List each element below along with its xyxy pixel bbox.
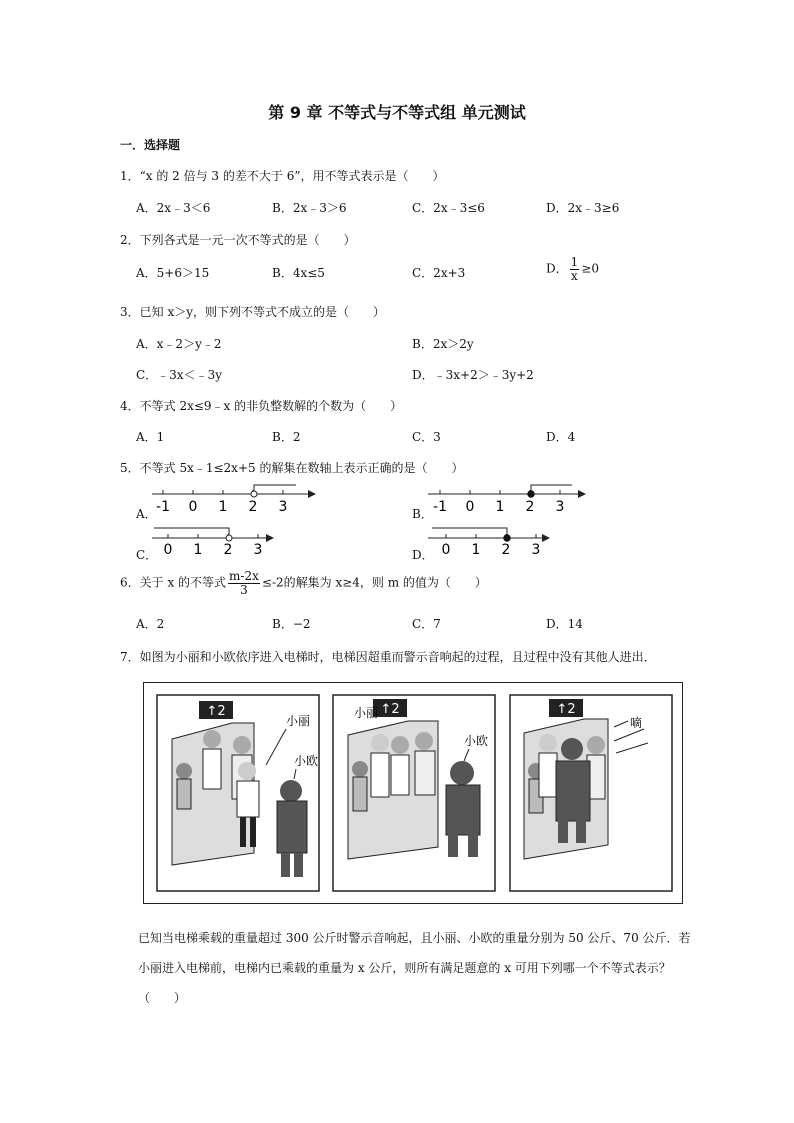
svg-text:小丽: 小丽 [354, 706, 379, 720]
question-4-stem: 4．不等式 2x≤9﹣x 的非负整数解的个数为（ ） [120, 399, 403, 413]
q3-option-b: B．2x＞2y [412, 337, 474, 351]
question-2-stem: 2．下列各式是一元一次不等式的是（ ） [120, 233, 356, 247]
q4-option-a: A．1 [136, 430, 165, 444]
q7-paragraph-line-1: 已知当电梯乘载的重量超过 300 公斤时警示音响起，且小丽、小欧的重量分别为 50 公斤、70 公斤．若 [138, 931, 691, 945]
svg-text:3: 3 [253, 542, 263, 558]
q4-option-b: B．2 [272, 430, 301, 444]
question-1-stem: 1．“x 的 2 倍与 3 的差不大于 6”，用不等式表示是（ ） [120, 169, 445, 183]
q1-option-c: C．2x﹣3≤6 [412, 201, 485, 215]
q7-answer-blank: （ ） [138, 991, 187, 1005]
svg-text:0: 0 [188, 499, 198, 515]
svg-text:2: 2 [501, 542, 511, 558]
question-7-stem: 7．如图为小丽和小欧依序进入电梯时，电梯因超重而警示音响起的过程，且过程中没有其他人进出． [120, 650, 656, 664]
q2-option-d [546, 256, 599, 282]
q5-option-c-numberline [150, 522, 280, 558]
q6-fraction: $\frac{m-2x}{3}$ [229, 569, 259, 597]
q6-option-c: C．7 [412, 617, 441, 631]
q6-stem-mid: ≤-2 [261, 575, 284, 590]
svg-text:小欧: 小欧 [294, 754, 319, 768]
svg-text:1: 1 [471, 542, 481, 558]
svg-text:2: 2 [223, 542, 233, 558]
q2-option-d-tail: ≥0 [581, 261, 599, 276]
q5-option-d-numberline [426, 522, 556, 558]
q5-option-b-label: B． [412, 507, 433, 521]
svg-text:1: 1 [495, 499, 505, 515]
svg-text:3: 3 [531, 542, 541, 558]
q6-stem-pre: 6．关于 x 的不等式 [120, 575, 227, 590]
elevator-comic-illustration [144, 683, 681, 902]
svg-text:0: 0 [441, 542, 451, 558]
svg-text:1: 1 [193, 542, 203, 558]
q1-option-b: B．2x﹣3＞6 [272, 201, 347, 215]
svg-text:小丽: 小丽 [286, 714, 311, 728]
svg-text:↑2: ↑2 [380, 702, 400, 717]
section-heading: 一．选择题 [120, 138, 181, 152]
q4-option-c: C．3 [412, 430, 441, 444]
q4-option-d: D．4 [546, 430, 576, 444]
q5-option-b-numberline [426, 480, 596, 516]
q5-option-c-label: C． [136, 548, 158, 562]
svg-text:0: 0 [465, 499, 475, 515]
question-3-stem: 3．已知 x＞y，则下列不等式不成立的是（ ） [120, 305, 385, 319]
q5-option-a-numberline [150, 480, 320, 516]
svg-text:1: 1 [218, 499, 228, 515]
svg-text:3: 3 [555, 499, 565, 515]
q2-option-c: C．2x+3 [412, 266, 466, 280]
svg-text:↑2: ↑2 [556, 702, 576, 717]
svg-text:-1: -1 [156, 499, 170, 515]
q7-paragraph-line-2: 小丽进入电梯前，电梯内已乘载的重量为 x 公斤，则所有满足题意的 x 可用下列哪一个不等式表示？ [138, 961, 671, 975]
comic-panel-1 [157, 695, 319, 891]
q6-option-d: D．14 [546, 617, 583, 631]
svg-text:2: 2 [248, 499, 258, 515]
question-5-stem: 5．不等式 5x﹣1≤2x+5 的解集在数轴上表示正确的是（ ） [120, 461, 464, 475]
svg-text:-1: -1 [433, 499, 447, 515]
svg-text:嘀: 嘀 [630, 716, 643, 730]
svg-text:3: 3 [278, 499, 288, 515]
q5-option-d-label: D． [412, 548, 434, 562]
comic-panel-3 [510, 695, 672, 891]
q1-option-a: A．2x﹣3＜6 [136, 201, 211, 215]
svg-text:↑2: ↑2 [206, 704, 226, 719]
q2-option-a: A．5+6＞15 [136, 266, 210, 280]
q3-option-a: A．x﹣2＞y﹣2 [136, 337, 222, 351]
q6-option-b: B．−2 [272, 617, 311, 631]
q6-option-a: A．2 [136, 617, 165, 631]
page-title: 第 9 章 不等式与不等式组 单元测试 [268, 103, 526, 122]
q3-option-d: D．﹣3x+2＞﹣3y+2 [412, 368, 534, 382]
q2-option-d-label: D． [546, 261, 568, 276]
svg-text:小欧: 小欧 [464, 734, 489, 748]
svg-text:0: 0 [163, 542, 173, 558]
svg-text:2: 2 [525, 499, 535, 515]
q5-option-a-label: A． [136, 507, 157, 521]
q1-option-d: D．2x﹣3≥6 [546, 201, 620, 215]
q6-stem-post: 的解集为 x≥4，则 m 的值为（ ） [283, 575, 487, 590]
q2-option-b: B．4x≤5 [272, 266, 325, 280]
elevator-comic [143, 682, 683, 904]
q3-option-c: C．﹣3x＜﹣3y [136, 368, 222, 382]
question-6-stem [120, 570, 487, 596]
comic-panel-2 [333, 695, 495, 891]
q2-option-d-fraction: $\frac{1}{x}$ [570, 255, 579, 283]
